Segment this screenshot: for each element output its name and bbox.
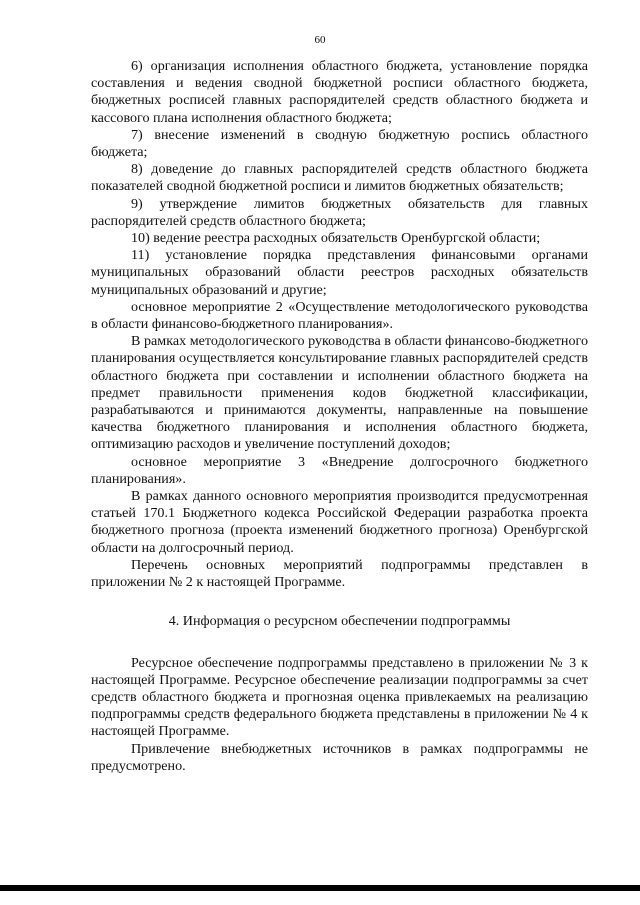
paragraph-item-9: 9) утверждение лимитов бюджетных обязательств для главных распорядителей средств областного бюджета;	[91, 195, 588, 229]
paragraph-item-11: 11) установление порядка представления финансовыми органами муниципальных образований области реестров расходных обязательств муниципальных образований и другие;	[91, 247, 588, 298]
paragraph-activities-list: Перечень основных мероприятий подпрограммы представлен в приложении № 2 к настоящей Программе.	[91, 556, 588, 591]
paragraph-methodology: В рамках методологического руководства в области финансово-бюджетного планирования осуществляется консультирование главных распорядителей средств областного бюджета при составлении и исполнении областного бюджета на предмет правильности применения кодов бюджетной классификации, разрабатываются и принимаются документы, направленные на повышение качества бюджетного планирования и исполнения областного бюджета, оптимизацию расходов и увеличение поступлений доходов;	[91, 333, 588, 453]
paragraph-resource-provision: Ресурсное обеспечение подпрограммы представлено в приложении № 3 к настоящей Программе. Ресурсное обеспечение реализации подпрограммы за счет средств областного бюджета и прогнозная оценка привлекаемых на реализацию подпрограммы средств федерального бюджета представлены в приложении № 4 к настоящей Программе.	[91, 654, 588, 740]
paragraph-item-6: 6) организация исполнения областного бюджета, установление порядка составления и ведения сводной бюджетной росписи областного бюджета, бюджетных росписей главных распорядителей средств областного бюджета и кассового плана исполнения областного бюджета;	[91, 58, 588, 126]
bottom-scan-border	[0, 885, 640, 891]
section-heading: 4. Информация о ресурсном обеспечении подпрограммы	[168, 613, 511, 630]
paragraph-item-10: 10) ведение реестра расходных обязательств Оренбургской области;	[131, 230, 541, 247]
paragraph-item-7: 7) внесение изменений в сводную бюджетную роспись областного бюджета;	[91, 126, 588, 161]
paragraph-main-activity-2: основное мероприятие 2 «Осуществление методологического руководства в области финансово-бюджетного планирования».	[91, 298, 588, 333]
paragraph-budget-forecast: В рамках данного основного мероприятия производится предусмотренная статьей 170.1 Бюджетного кодекса Российской Федерации разработка проекта бюджетного прогноза (проекта изменений бюджетного прогноза) Оренбургской области на долгосрочный период.	[91, 488, 588, 556]
page-number: 60	[314, 34, 326, 46]
document-body	[91, 58, 588, 775]
paragraph-extrabudgetary: Привлечение внебюджетных источников в рамках подпрограммы не предусмотрено.	[91, 740, 588, 774]
paragraph-item-8: 8) доведение до главных распорядителей средств областного бюджета показателей сводной бюджетной росписи и лимитов бюджетных обязательств;	[91, 161, 588, 195]
paragraph-main-activity-3: основное мероприятие 3 «Внедрение долгосрочного бюджетного планирования».	[91, 453, 588, 487]
